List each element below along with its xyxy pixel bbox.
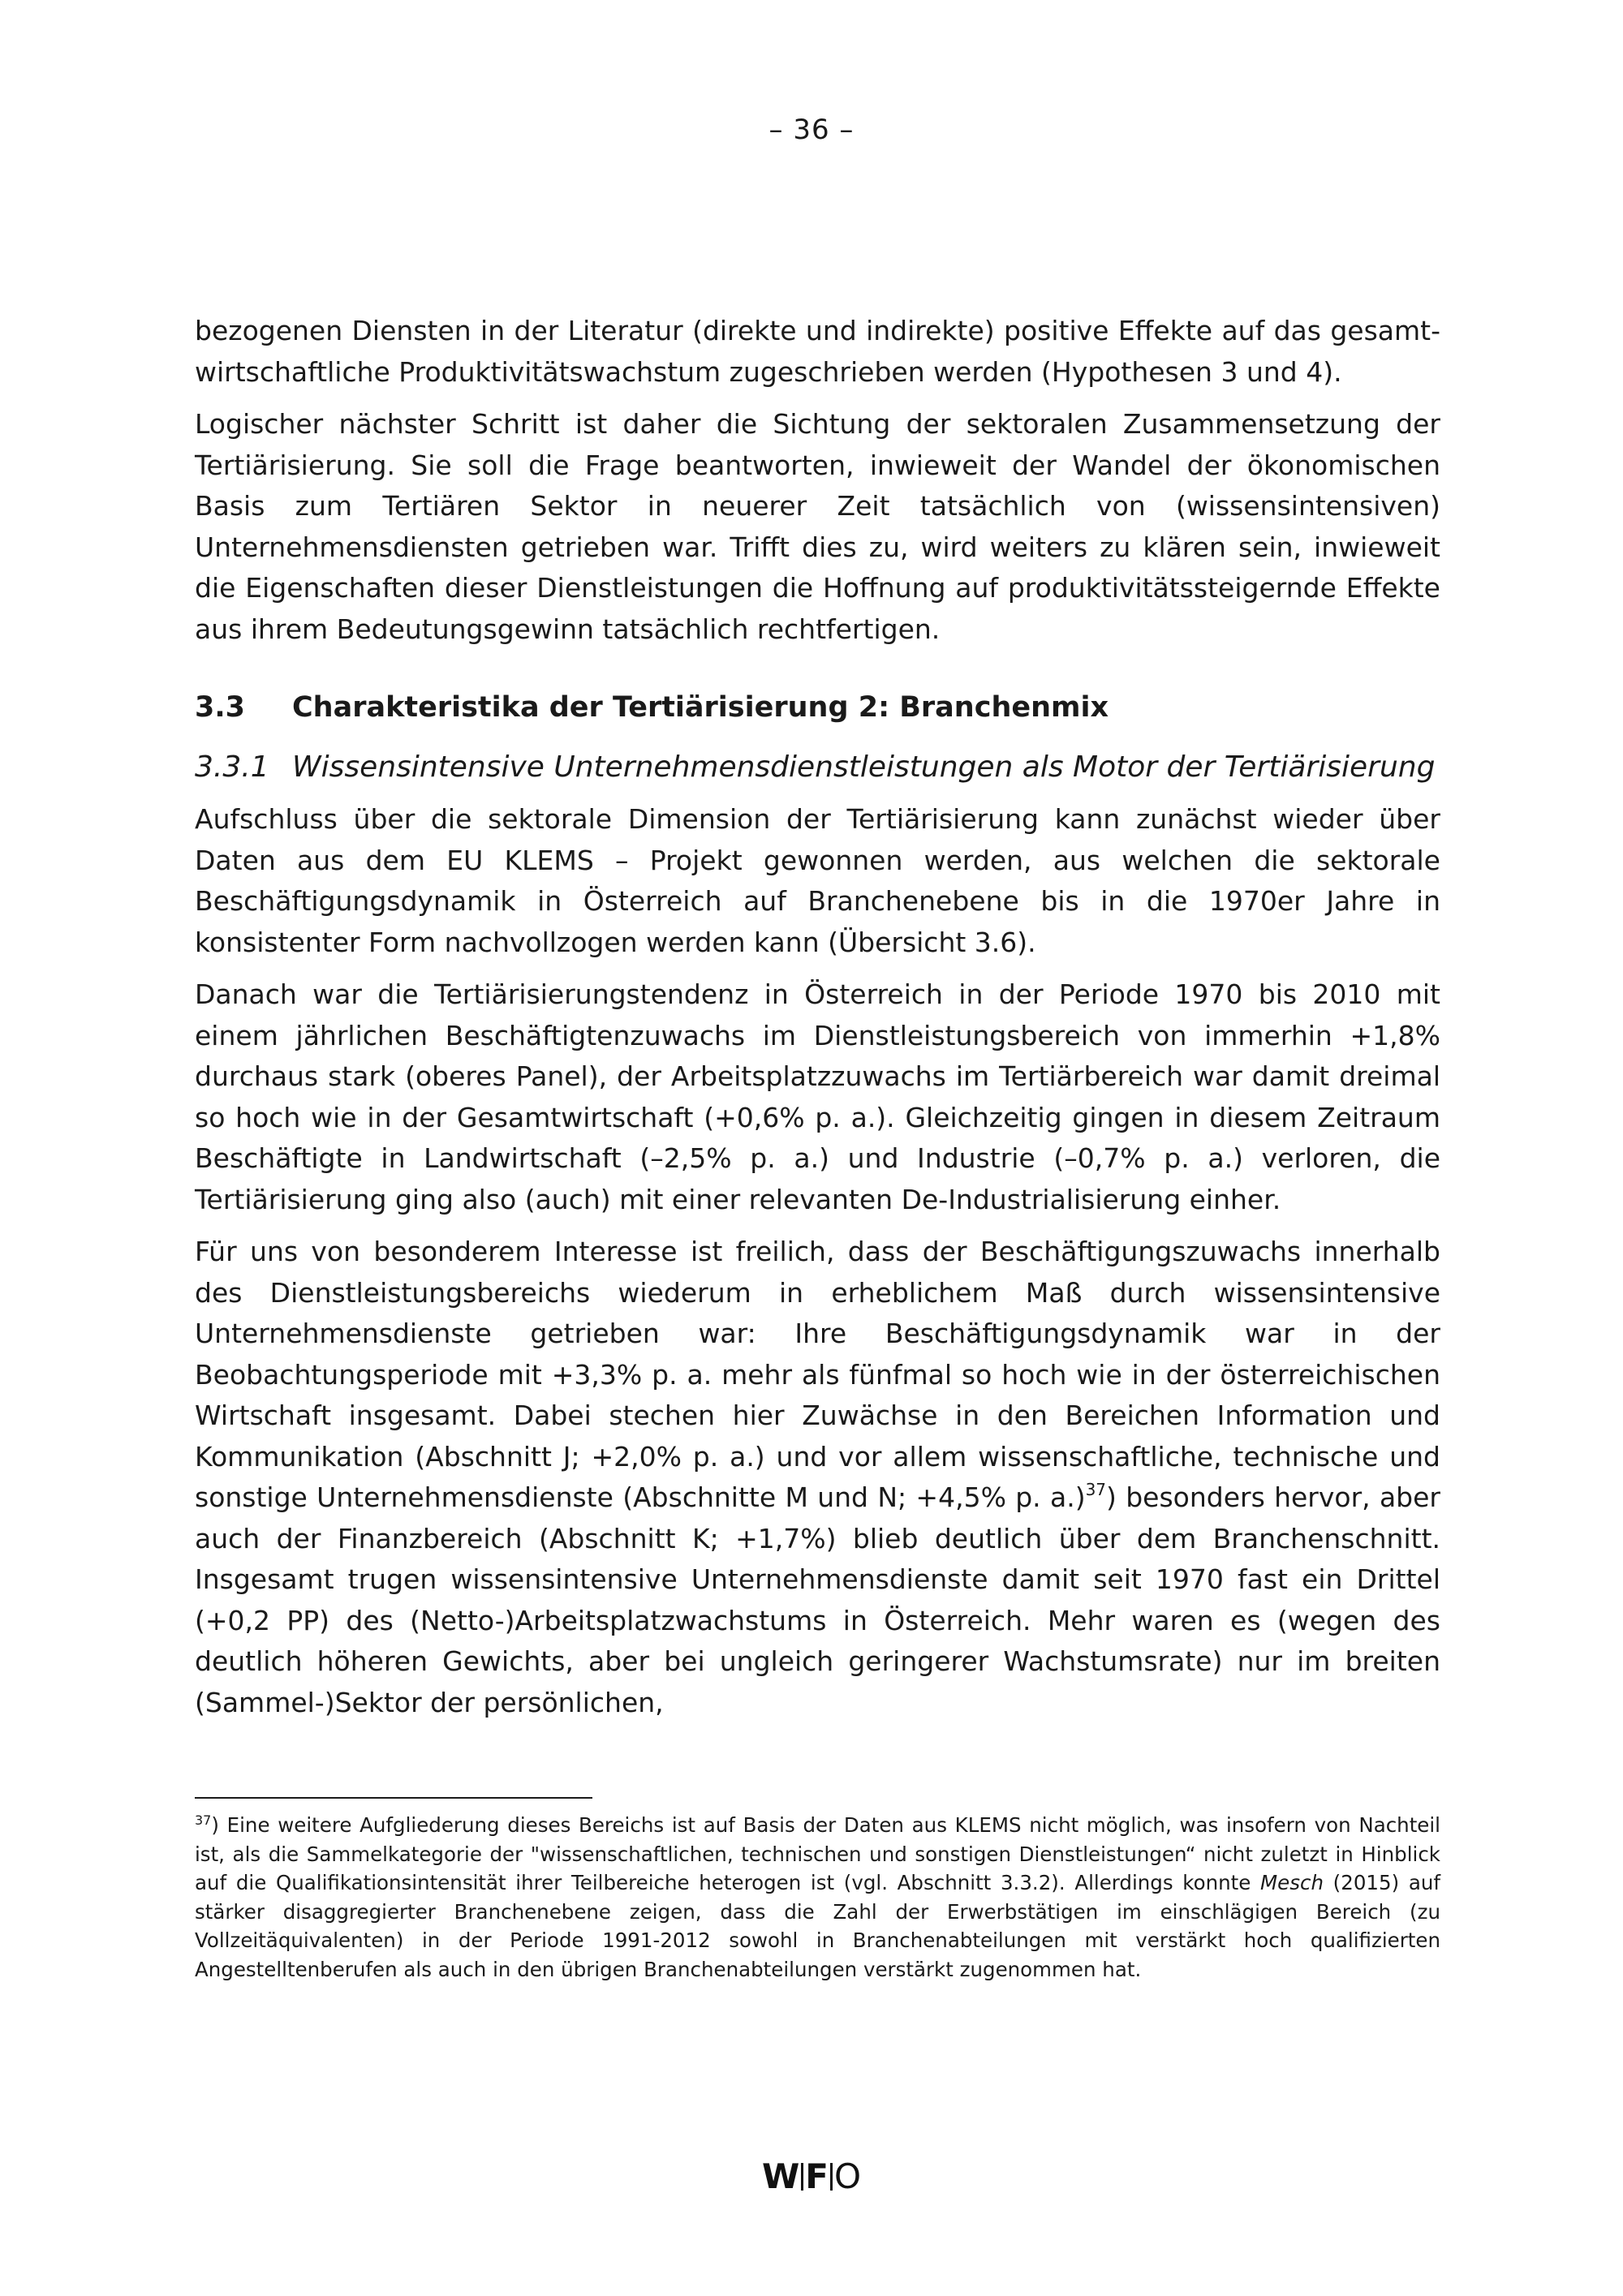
logo-bar-2 <box>830 2163 833 2191</box>
paragraph-5-text-b: ) besonders hervor, aber auch der Finanzbereich (Abschnitt K; +1,7%) blieb deutlich über dem Branchenschnitt. Insgesamt trugen wissensintensive Unternehmensdienste damit seit 1970 fast ein Drittel (+0,2 PP) des (Netto-)Arbeitsplatzwachstums in Österreich. Mehr waren es (wegen des deutlich höheren Gewichts, aber bei ungleich geringerer Wachstumsrate) nur im breiten (Sammel-)Sektor der persönlichen, <box>195 1481 1440 1718</box>
footnote-divider <box>195 1797 592 1799</box>
subsection-title: Wissensintensive Unternehmensdienstleistungen als Motor der Tertiärisierung <box>292 750 1436 784</box>
paragraph-5-text-a: Für uns von besonderem Interesse ist freilich, dass der Beschäftigungszuwachs innerhalb des Dienstleistungsbereichs wiederum in erheblichem Maß durch wissensintensive Unternehmensdienste getrieben war: Ihre Beschäftigungsdynamik war in der Beobachtungsperiode mit +3,3% p. a. mehr als fünfmal so hoch wie in der österreichischen Wirtschaft insgesamt. Dabei stechen hier Zuwächse in den Bereichen Information und Kommunikation (Abschnitt J; +2,0% p. a.) und vor allem wissenschaftliche, technische und sonstige Unternehmensdienste (Abschnitte M und N; +4,5% p. a.) <box>195 1236 1440 1513</box>
footnote-marker: 37 <box>195 1812 212 1828</box>
logo-bar-1 <box>801 2163 803 2191</box>
logo-letter-f: F <box>805 2156 829 2196</box>
section-heading <box>195 687 1440 728</box>
footnote-37 <box>195 1811 1440 1984</box>
footnote-reference-37[interactable]: 37 <box>1085 1480 1107 1499</box>
subsection-number: 3.3.1 <box>195 750 269 784</box>
paragraph-1: bezogenen Diensten in der Literatur (direkte und indirekte) positive Effekte auf das gesamtwirtschaftliche Produktivitätswachstum zugeschrieben werden (Hypothesen 3 und 4). <box>195 315 1440 388</box>
footnote-text-b: (2015) auf stärker disaggregierter Branchenebene zeigen, dass die Zahl der Erwerbstätigen im einschlägigen Bereich (zu Vollzeitäquivalenten) in der Periode 1991-2012 sowohl in Branchenabteilungen mit verstärkt hoch qualifizierten Angestelltenberufen als auch in den übrigen Branchenabteilungen verstärkt zugenommen hat. <box>195 1871 1440 1981</box>
subsection-heading <box>195 747 1440 788</box>
wifo-logo <box>0 2156 1623 2196</box>
page-number: – 36 – <box>768 114 855 146</box>
paragraph-5 <box>195 1232 1440 1723</box>
main-content <box>195 311 1440 1735</box>
section-title: Charakteristika der Tertiärisierung 2: Branchenmix <box>292 691 1109 724</box>
section-number: 3.3 <box>195 691 246 724</box>
footnote-author: Mesch <box>1260 1871 1324 1894</box>
logo-letter-w: W <box>761 2156 800 2196</box>
paragraph-4: Danach war die Tertiärisierungstendenz in Österreich in der Periode 1970 bis 2010 mit einem jährlichen Beschäftigtenzuwachs im Dienstleistungsbereich von immerhin +1,8% durchaus stark (oberes Panel), der Arbeitsplatzzuwachs im Tertiärbereich war damit dreimal so hoch wie in der Gesamtwirtschaft (+0,6% p. a.). Gleichzeitig gingen in diesem Zeitraum Beschäftigte in Landwirtschaft (–2,5% p. a.) und Industrie (–0,7% p. a.) verloren, die Tertiärisierung ging also (auch) mit einer relevanten De-Industrialisierung einher. <box>195 978 1440 1215</box>
paragraph-3: Aufschluss über die sektorale Dimension der Tertiärisierung kann zunächst wieder über Daten aus dem EU KLEMS – Projekt gewonnen werden, aus welchen die sektorale Beschäftigungsdynamik in Österreich auf Branchenebene bis in die 1970er Jahre in konsistenter Form nachvollzogen werden kann (Übersicht 3.6). <box>195 803 1440 958</box>
footnote-text-a: ) Eine weitere Aufgliederung dieses Bereichs ist auf Basis der Daten aus KLEMS nicht möglich, was insofern von Nachteil ist, als die Sammelkategorie der "wissenschaftlichen, technischen und sonstigen Dienstleistungen“ nicht zuletzt in Hinblick auf die Qualifikationsintensität ihrer Teilbereiche heterogen ist (vgl. Abschnitt 3.3.2). Allerdings konnte <box>195 1813 1440 1894</box>
logo-letter-o: O <box>833 2156 862 2196</box>
paragraph-2: Logischer nächster Schritt ist daher die Sichtung der sektoralen Zusammensetzung der Tertiärisierung. Sie soll die Frage beantworten, inwieweit der Wandel der ökonomischen Basis zum Tertiären Sektor in neuerer Zeit tatsächlich von (wissensintensiven) Unternehmensdiensten getrieben war. Trifft dies zu, wird weiters zu klären sein, inwieweit die Eigenschaften dieser Dienstleistungen die Hoffnung auf produktivitätssteigernde Effekte aus ihrem Bedeutungsgewinn tatsächlich rechtfertigen. <box>195 408 1440 645</box>
